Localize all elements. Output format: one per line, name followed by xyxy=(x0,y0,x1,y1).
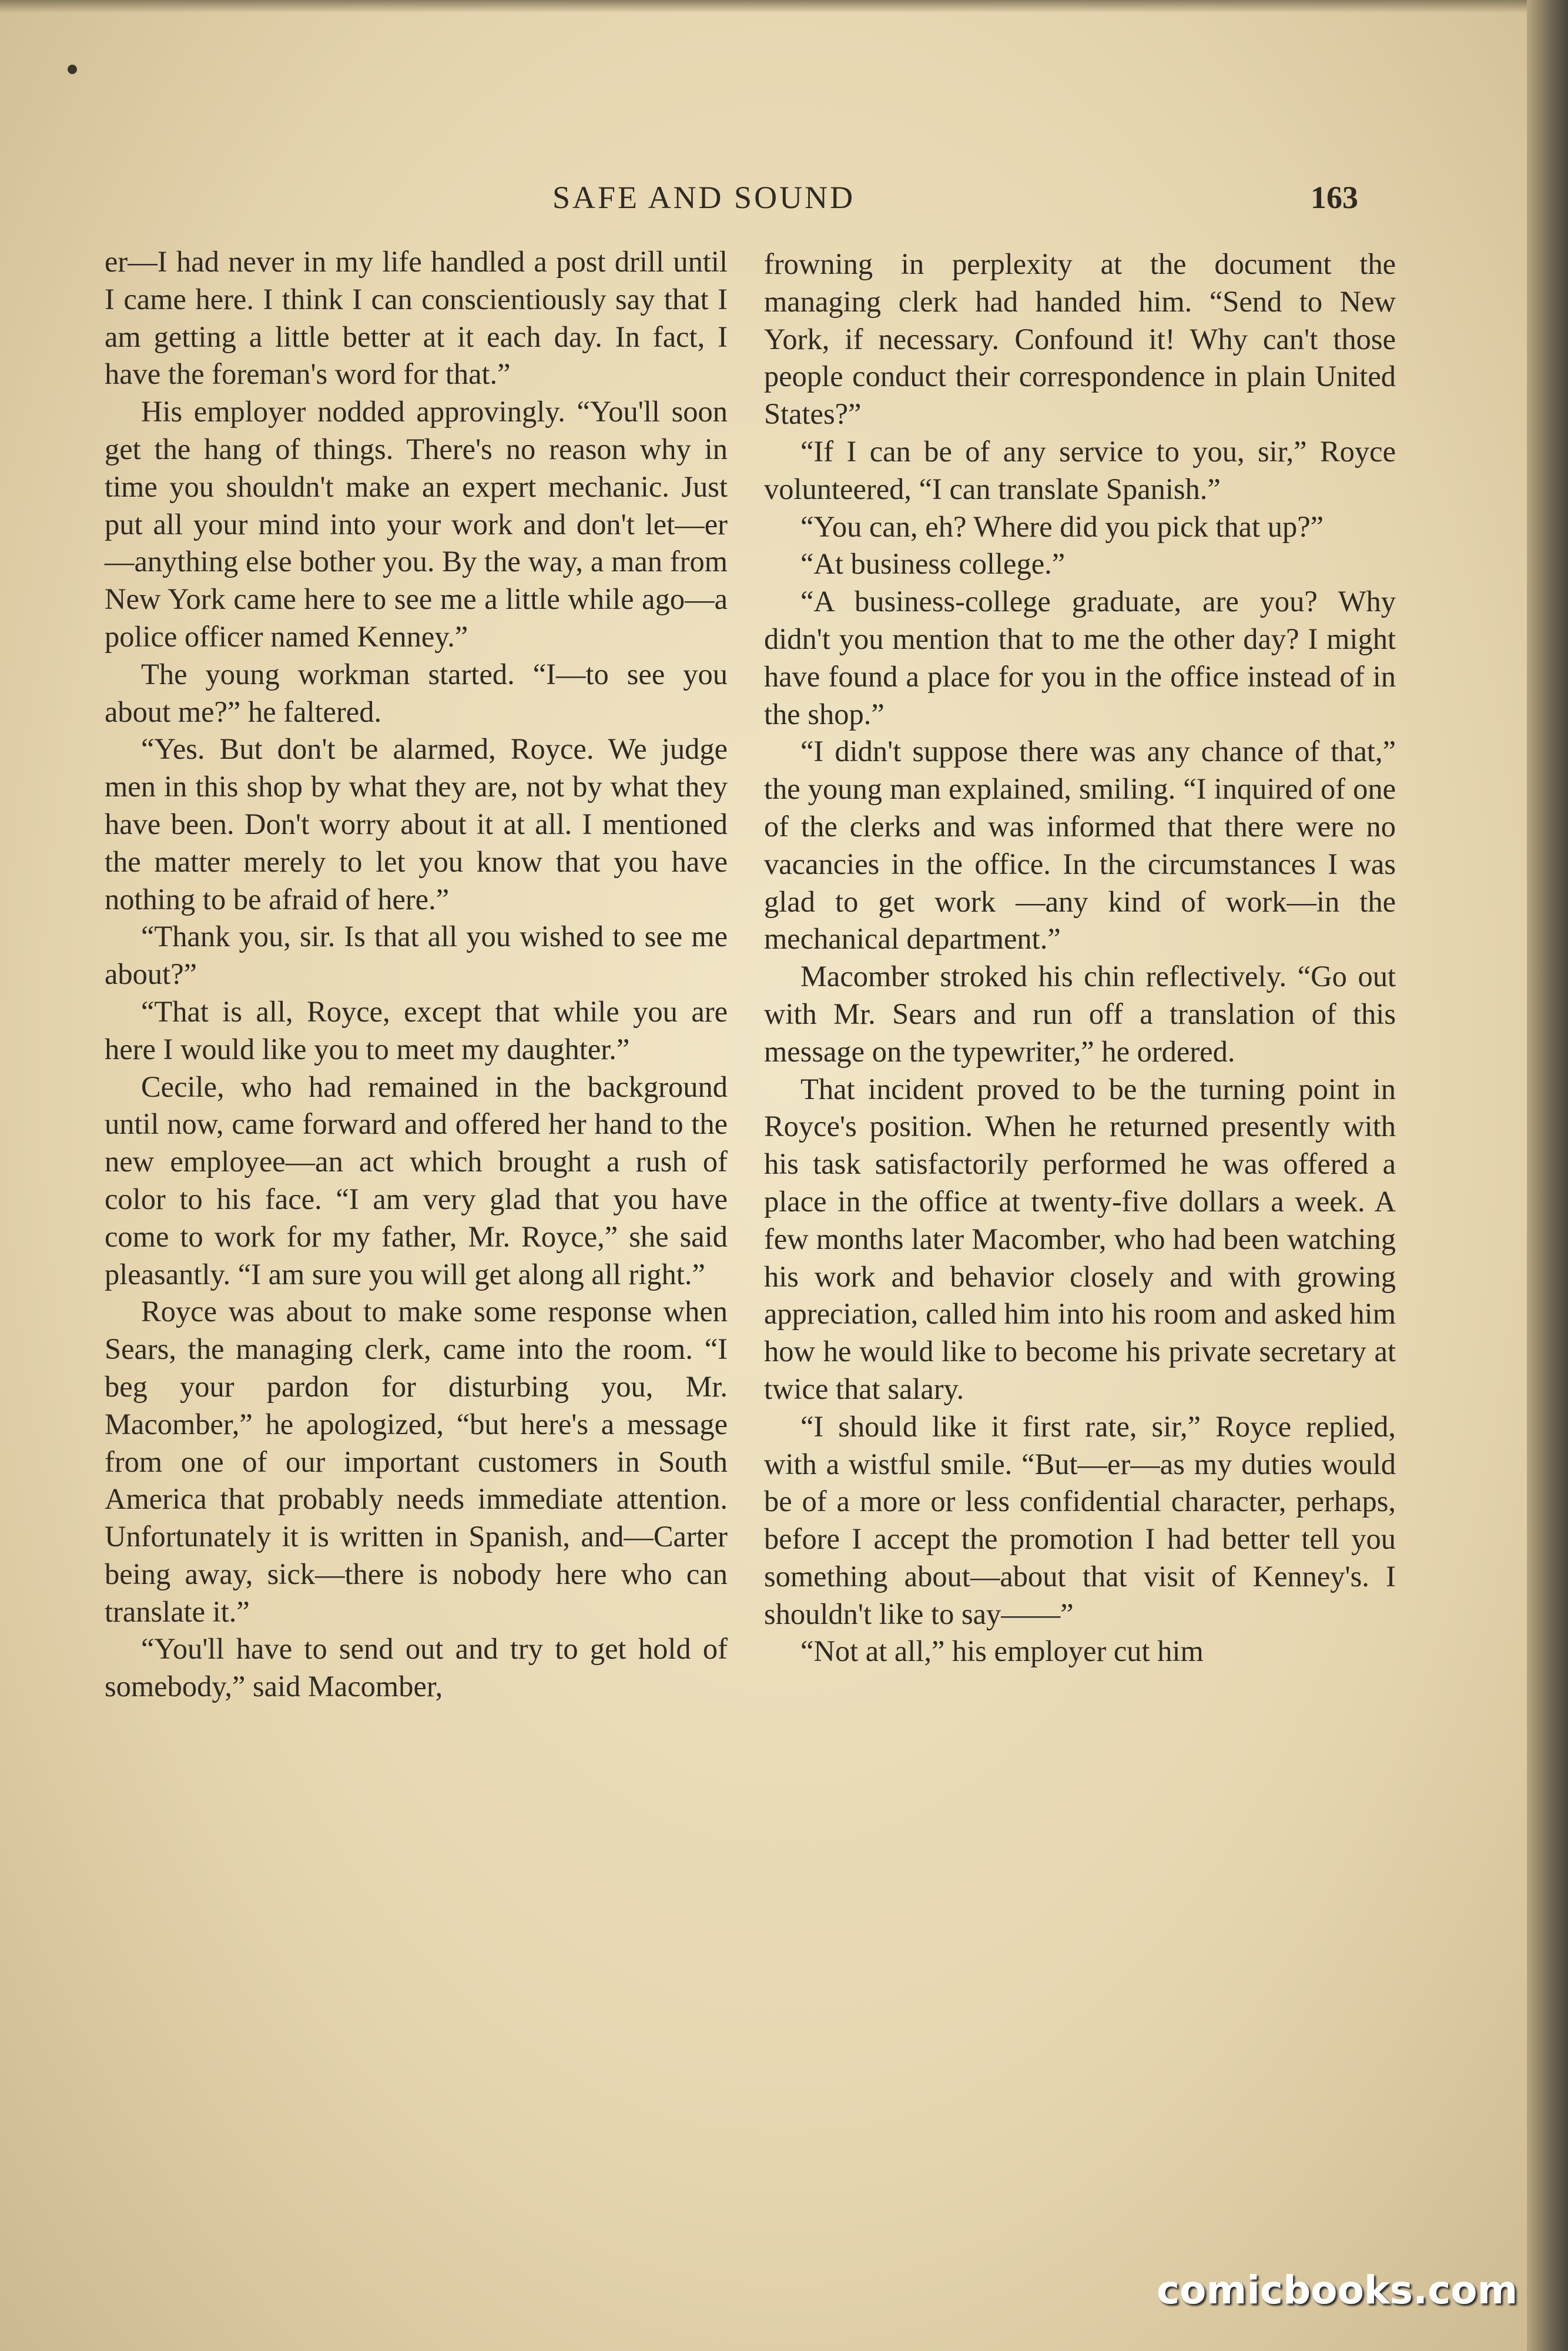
paragraph: “Yes. But don't be alarmed, Royce. We judge men in this shop by what they are, not by what they have been. Don't worry about it at all. I mentioned the matter merely to let you know that you have nothing to be afraid of here.” xyxy=(105,732,728,916)
paragraph: “I should like it first rate, sir,” Royce replied, with a wistful smile. “But—er—as my duties would be of a more or less confidential character, perhaps, before I accept the promotion I had better tell you something about—about that visit of Kenney's. I shouldn't like to say——” xyxy=(764,1409,1396,1630)
paragraph: Macomber stroked his chin reflectively. “Go out with Mr. Sears and run off a translation of this message on the typewriter,” he ordered. xyxy=(764,960,1396,1068)
paragraph: “Thank you, sir. Is that all you wished to see me about?” xyxy=(105,920,728,991)
paragraph: er—I had never in my life handled a post drill until I came here. I think I can conscientiously say that I am getting a little better at it each day. In fact, I have the foreman's word for that.” xyxy=(105,245,728,391)
ink-spot xyxy=(68,65,77,74)
paragraph: “You can, eh? Where did you pick that up?” xyxy=(800,510,1324,543)
paragraph: “At business college.” xyxy=(800,547,1066,581)
paragraph: Royce was about to make some response when Sears, the managing clerk, came into the room. “I beg your pardon for disturbing you, Mr. Macomber,” he apologized, “but here's a message from one of our important customers in South America that probably needs immediate attention. Unfortunately it is written in Spanish, and—Carter being away, sick—there is nobody here who can translate it.” xyxy=(105,1295,728,1628)
book-spine-edge xyxy=(1527,0,1568,2351)
paragraph: That incident proved to be the turning point in Royce's position. When he returned presently with his task satisfactorily performed he was offered a place in the office at twenty-five dollars a week. A few months later Macomber, who had been watching his work and behavior closely and with growing appreciation, called him into his room and asked him how he would like to become his private secretary at twice that salary. xyxy=(764,1072,1396,1405)
paragraph: frowning in perplexity at the document the managing clerk had handed him. “Send to New York, if necessary. Confound it! Why can't those people conduct their correspondence in plain United States?” xyxy=(764,247,1396,431)
left-text-column xyxy=(105,243,728,1706)
paragraph: “You'll have to send out and try to get hold of somebody,” said Macomber, xyxy=(105,1632,728,1703)
paragraph: His employer nodded approvingly. “You'll soon get the hang of things. There's no reason why in time you shouldn't make an expert mechanic. Just put all your mind into your work and don't let—er—anything else bother you. By the way, a man from New York came here to see me a little while ago—a police officer named Kenney.” xyxy=(105,395,728,653)
paragraph: Cecile, who had remained in the background until now, came forward and offered her hand to the new employee—an act which brought a rush of color to his face. “I am very glad that you have come to work for my father, Mr. Royce,” she said pleasantly. “I am sure you will get along all right.” xyxy=(105,1070,728,1291)
paragraph: “That is all, Royce, except that while you are here I would like you to meet my daughter.” xyxy=(105,994,728,1066)
running-header-title: SAFE AND SOUND xyxy=(552,180,856,215)
page-number: 163 xyxy=(1311,180,1358,215)
right-text-column xyxy=(764,246,1396,1670)
page-top-edge xyxy=(0,0,1568,13)
paragraph: “Not at all,” his employer cut him xyxy=(800,1635,1204,1668)
paragraph: The young workman started. “I—to see you about me?” he faltered. xyxy=(105,657,728,728)
paragraph: “A business-college graduate, are you? Why didn't you mention that to me the other day? I might have found a place for you in the office instead of in the shop.” xyxy=(764,585,1396,731)
paragraph: “If I can be of any service to you, sir,” Royce volunteered, “I can translate Spanish.” xyxy=(764,434,1396,505)
watermark: comicbooks.com xyxy=(1157,2268,1518,2313)
paragraph: “I didn't suppose there was any chance of that,” the young man explained, smiling. “I inquired of one of the clerks and was informed that there were no vacancies in the office. In the circumstances I was glad to get work —any kind of work—in the mechanical department.” xyxy=(764,735,1396,956)
